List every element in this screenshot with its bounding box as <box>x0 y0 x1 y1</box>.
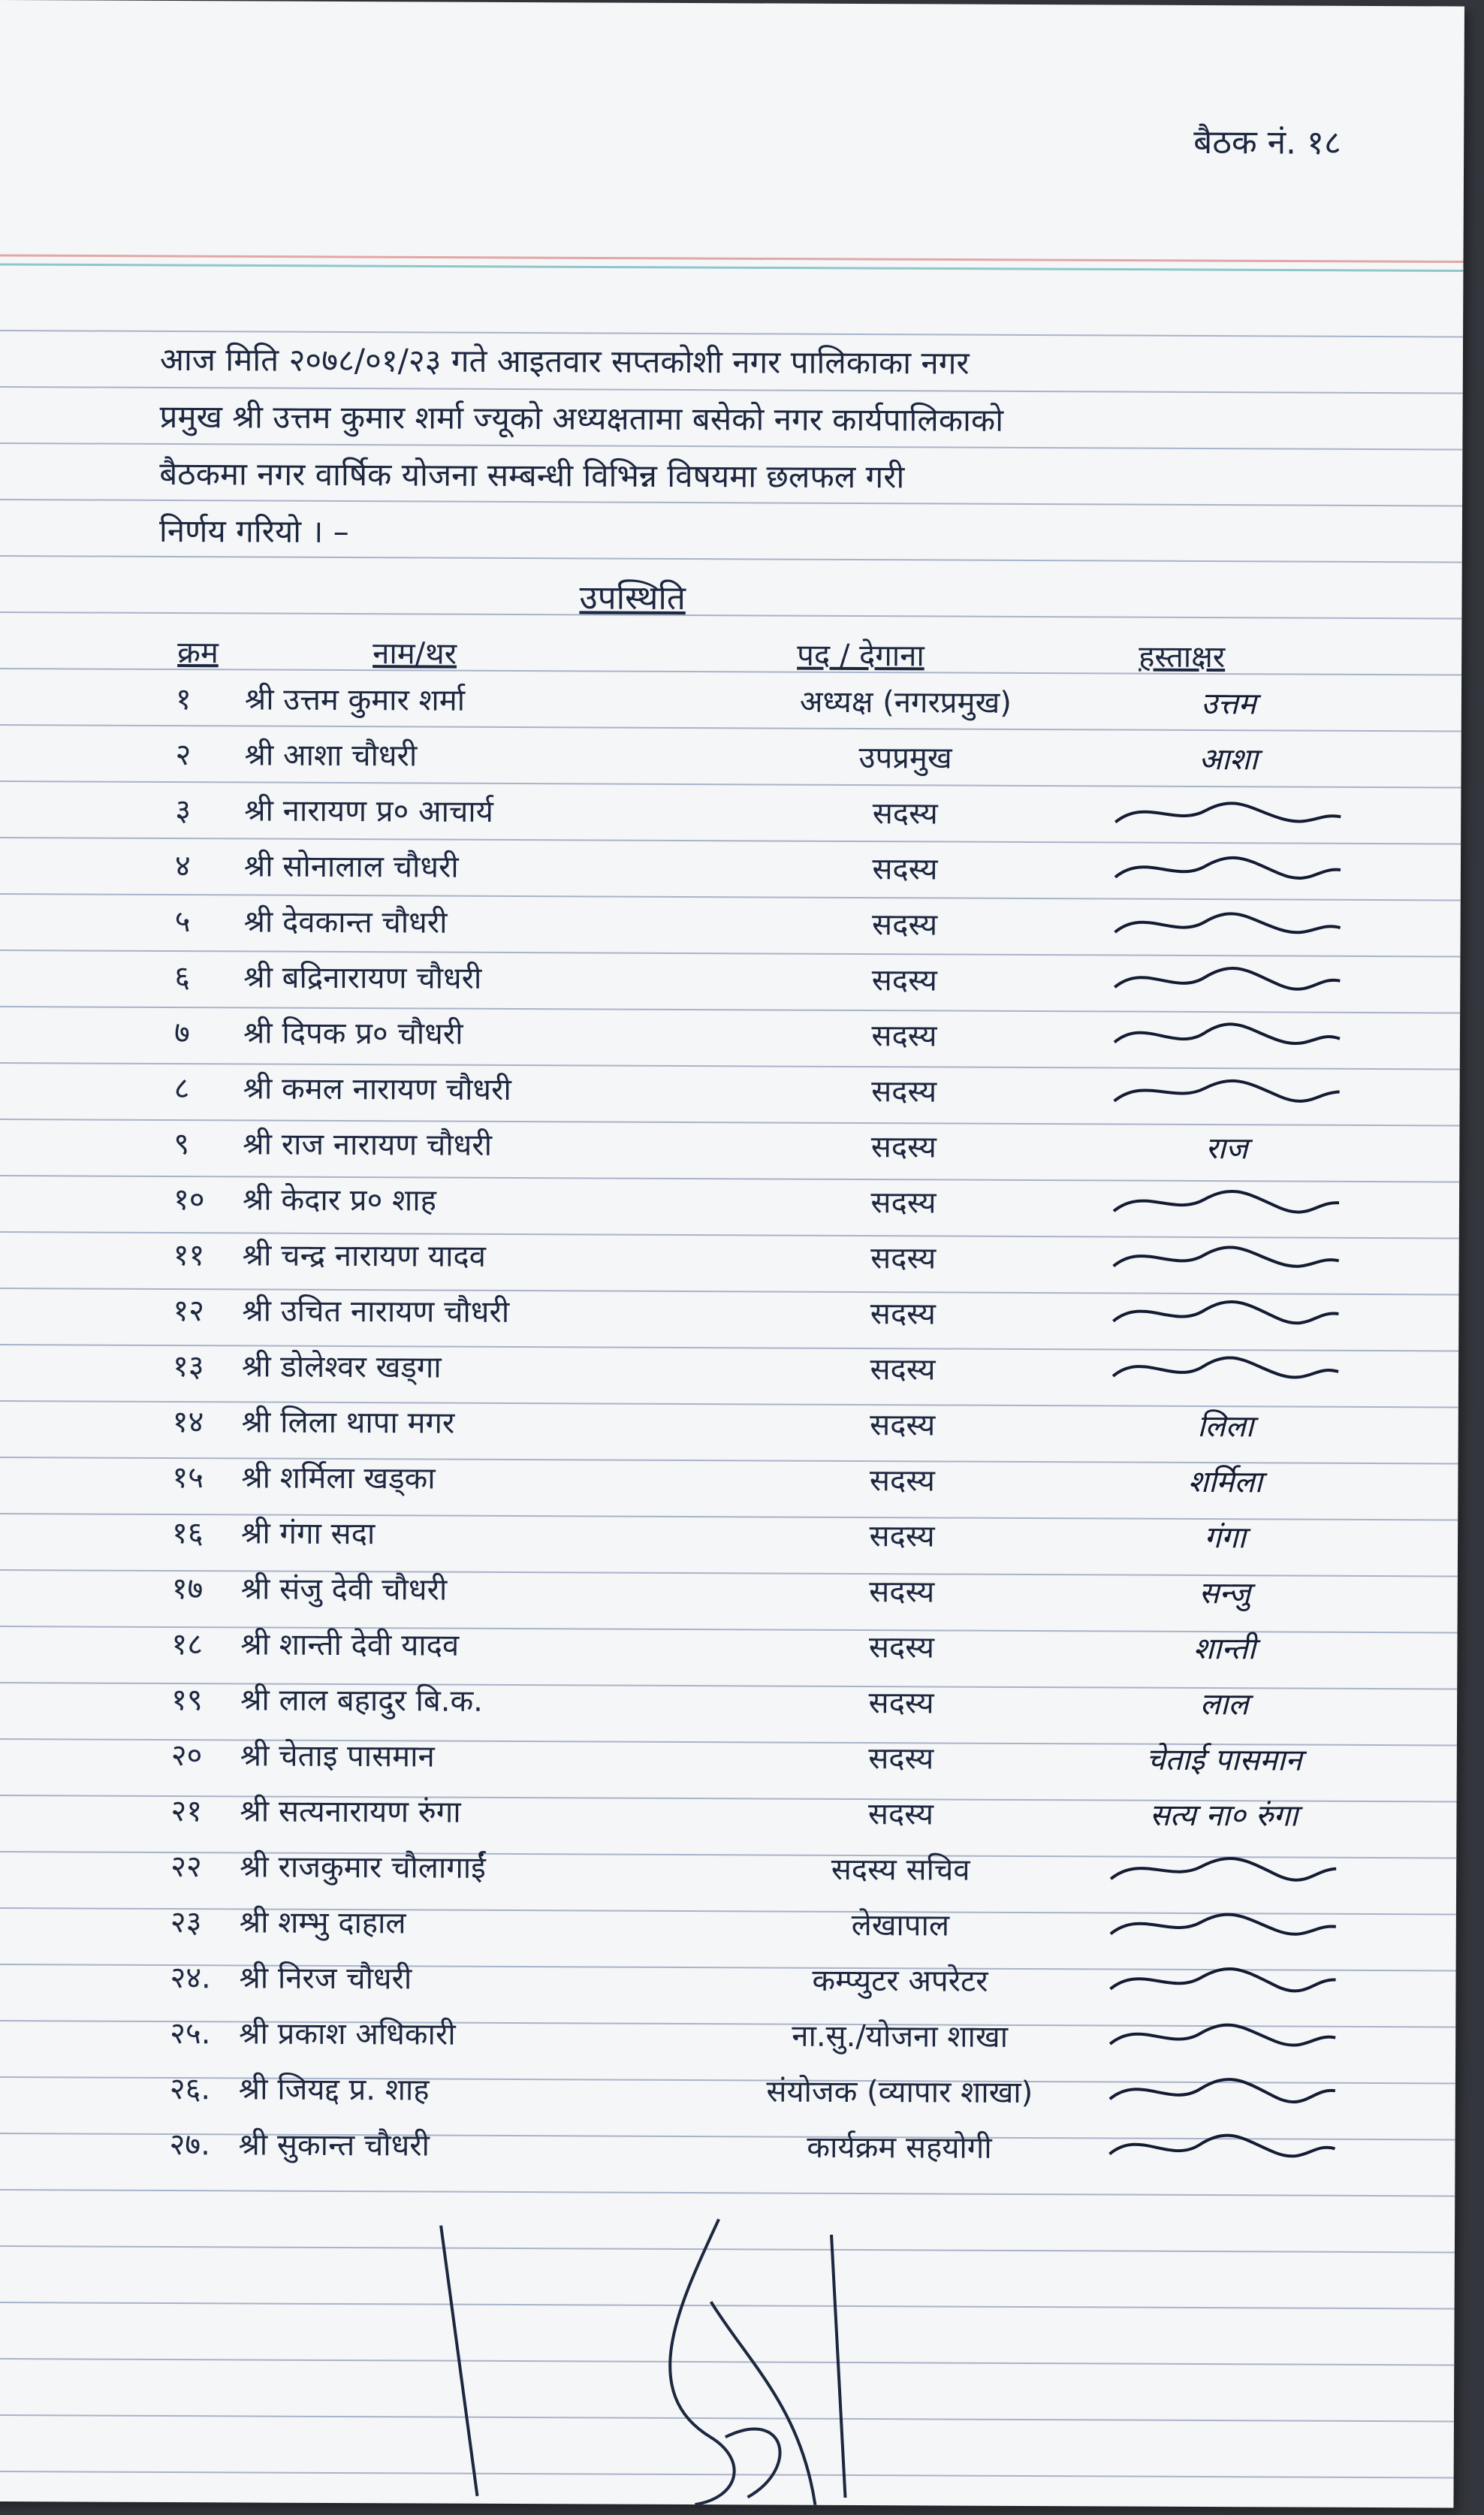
row-signature: लाल <box>1199 1686 1249 1722</box>
row-name: श्री चन्द्र नारायण यादव <box>242 1238 487 1274</box>
row-serial: ७ <box>173 1016 190 1051</box>
row-serial: ३ <box>175 793 192 829</box>
table-row <box>0 787 1461 850</box>
intro-line: बैठकमा नगर वार्षिक योजना सम्बन्धी विभिन्न विषयमा छलफल गरी <box>159 454 905 496</box>
signature-scribble <box>1098 1343 1353 1396</box>
row-serial: २४. <box>170 1961 211 1996</box>
row-name: श्री प्रकाश अधिकारी <box>239 2016 456 2052</box>
row-designation: सदस्य <box>871 1074 937 1110</box>
row-designation: सदस्य <box>870 1185 937 1221</box>
row-serial: ६ <box>174 960 191 995</box>
column-header-designation: पद / देगाना <box>797 638 924 674</box>
row-name: श्री चेताइ पासमान <box>240 1738 435 1774</box>
intro-paragraph <box>159 331 1429 565</box>
row-designation: उपप्रमुख <box>858 740 952 776</box>
row-designation: ना.सु./योजना शाखा <box>792 2018 1009 2055</box>
row-designation: सदस्य <box>868 1741 934 1777</box>
table-row <box>0 1732 1457 1795</box>
ruled-line <box>0 612 1461 619</box>
row-designation: सदस्य <box>870 1408 936 1443</box>
row-signature: उत्तम <box>1201 686 1256 722</box>
intro-line: निर्णय गरियो । – <box>158 512 349 551</box>
row-serial: १८ <box>171 1627 204 1662</box>
column-header-signature: हस्ताक्षर <box>1139 639 1226 675</box>
row-serial: १३ <box>172 1349 204 1384</box>
signature-scribble <box>1095 2010 1350 2064</box>
row-name: श्री बद्रिनारायण चौधरी <box>243 960 482 996</box>
signature-scribble <box>1095 2066 1350 2119</box>
row-serial: १५ <box>172 1460 204 1496</box>
row-name: श्री जियद्द प्र. शाह <box>238 2072 430 2108</box>
table-row <box>0 2121 1455 2184</box>
signature-scribble <box>1099 1232 1354 1285</box>
row-name: श्री शम्भु दाहाल <box>239 1905 406 1941</box>
row-serial: ९ <box>173 1127 190 1162</box>
row-serial: १९ <box>171 1683 203 1718</box>
row-designation: लेखापाल <box>851 1907 950 1943</box>
row-signature: शान्ती <box>1193 1631 1256 1667</box>
table-row <box>0 1176 1459 1239</box>
row-name: श्री उत्तम कुमार शर्मा <box>244 682 466 718</box>
table-row <box>0 1121 1459 1183</box>
row-designation: सदस्य <box>867 1797 934 1832</box>
row-designation: कार्यक्रम सहयोगी <box>807 2130 992 2166</box>
signature-scribble <box>1098 1288 1353 1341</box>
row-signature: चेताई पासमान <box>1145 1742 1302 1778</box>
table-row <box>0 2066 1455 2128</box>
row-name: श्री शान्ती देवी यादव <box>240 1627 460 1663</box>
row-designation: सदस्य <box>871 963 937 998</box>
table-row <box>0 1955 1456 2017</box>
row-serial: २ <box>175 738 192 773</box>
column-header-serial: क्रम <box>177 636 219 671</box>
row-name: श्री दिपक प्र० चौधरी <box>243 1016 463 1052</box>
row-signature: शर्मिला <box>1187 1464 1262 1500</box>
row-designation: सदस्य <box>872 796 938 832</box>
table-row <box>0 1677 1457 1739</box>
hand-drawn-mark <box>394 2210 997 2507</box>
row-serial: २२ <box>170 1849 202 1885</box>
table-row <box>0 1510 1458 1572</box>
signature-scribble <box>1099 1065 1355 1119</box>
table-row <box>0 843 1461 905</box>
table-row <box>0 1010 1460 1072</box>
row-serial: १० <box>173 1182 205 1218</box>
row-name: श्री सोनालाल चौधरी <box>243 849 459 885</box>
row-serial: १२ <box>173 1294 205 1329</box>
row-name: श्री निरज चौधरी <box>239 1961 412 1997</box>
header-margin-line <box>0 255 1463 262</box>
row-name: श्री आशा चौधरी <box>244 738 418 774</box>
row-serial: २१ <box>170 1794 203 1829</box>
row-designation: सदस्य <box>872 852 938 887</box>
row-designation: सदस्य <box>869 1519 935 1554</box>
row-designation: संयोजक (व्यापार शाखा) <box>766 2074 1033 2111</box>
row-designation: सदस्य <box>869 1463 936 1499</box>
row-designation: कम्प्युटर अपरेटर <box>812 1963 988 1999</box>
meeting-number: बैठक नं. १८ <box>1193 122 1341 162</box>
row-serial: ११ <box>173 1238 205 1273</box>
table-row <box>0 1065 1460 1128</box>
row-name: श्री शर्मिला खड्का <box>241 1460 436 1496</box>
table-row <box>0 1621 1458 1683</box>
intro-line: आज मिति २०७८/०१/२३ गते आइतवार सप्तकोशी नगर पालिकाका नगर <box>159 340 970 382</box>
row-designation: सदस्य <box>870 1352 936 1387</box>
row-serial: ८ <box>173 1071 190 1107</box>
row-signature: सत्य ना० रुंगा <box>1149 1798 1298 1834</box>
row-serial: ५ <box>174 904 191 940</box>
row-name: श्री डोलेश्वर खड्गा <box>241 1349 442 1385</box>
row-designation: सदस्य <box>872 907 938 943</box>
row-serial: १४ <box>172 1405 204 1440</box>
row-name: श्री गंगा सदा <box>240 1516 376 1552</box>
table-row <box>0 732 1461 794</box>
row-serial: १७ <box>171 1571 204 1607</box>
table-row <box>0 2010 1455 2073</box>
row-designation: अध्यक्ष (नगरप्रमुख) <box>799 684 1012 720</box>
row-name: श्री कमल नारायण चौधरी <box>243 1071 511 1107</box>
signature-scribble <box>1096 1899 1351 1952</box>
row-name: श्री राजकुमार चौलागाईं <box>240 1849 486 1885</box>
signature-scribble <box>1096 1843 1351 1897</box>
signature-scribble <box>1094 2121 1350 2175</box>
row-serial: २७. <box>169 2127 210 2163</box>
row-serial: २० <box>170 1738 203 1774</box>
row-serial: १ <box>175 682 192 717</box>
row-name: श्री नारायण प्र० आचार्य <box>244 793 494 829</box>
signature-scribble <box>1099 954 1355 1007</box>
ruled-line <box>0 2190 1455 2196</box>
attendance-heading: उपस्थिति <box>579 578 686 617</box>
row-name: श्री देवकान्त चौधरी <box>243 904 448 940</box>
signature-scribble <box>1095 1955 1350 2008</box>
row-designation: सदस्य सचिव <box>831 1852 970 1888</box>
row-name: श्री लाल बहादुर बि.क. <box>240 1683 484 1719</box>
row-name: श्री केदार प्र० शाह <box>242 1182 437 1218</box>
row-signature: सन्जु <box>1199 1575 1251 1611</box>
row-signature: राज <box>1205 1131 1248 1167</box>
table-row <box>0 1899 1456 1961</box>
row-signature: लिला <box>1197 1408 1254 1445</box>
row-signature: गंगा <box>1204 1520 1246 1556</box>
row-designation: सदस्य <box>868 1630 935 1665</box>
table-row <box>0 1454 1458 1517</box>
table-row <box>0 1788 1457 1850</box>
table-row <box>0 1288 1459 1350</box>
row-name: श्री लिला थापा मगर <box>241 1405 455 1441</box>
row-designation: सदस्य <box>870 1241 937 1276</box>
signature-scribble <box>1099 1176 1354 1230</box>
header-margin-line <box>0 264 1463 271</box>
table-row <box>0 1343 1458 1405</box>
row-serial: १६ <box>171 1516 204 1551</box>
row-name: श्री उचित नारायण चौधरी <box>242 1294 510 1330</box>
row-serial: ४ <box>174 849 191 884</box>
table-row <box>0 1565 1458 1628</box>
table-row <box>0 1232 1459 1294</box>
table-row <box>0 676 1461 738</box>
signature-scribble <box>1100 787 1356 841</box>
signature-scribble <box>1099 1010 1355 1063</box>
column-header-name: नाम/थर <box>373 636 457 672</box>
row-name: श्री सुकान्त चौधरी <box>238 2127 430 2163</box>
row-designation: सदस्य <box>870 1130 937 1165</box>
table-row <box>0 1843 1456 1906</box>
row-designation: सदस्य <box>868 1686 934 1721</box>
row-serial: २३ <box>170 1905 202 1940</box>
row-designation: सदस्य <box>870 1297 936 1332</box>
row-serial: २६. <box>169 2072 211 2107</box>
row-name: श्री सत्यनारायण रुंगा <box>240 1794 461 1830</box>
intro-line: प्रमुख श्री उत्तम कुमार शर्मा ज्यूको अध्यक्षतामा बसेको नगर कार्यपालिकाको <box>159 397 1004 439</box>
row-name: श्री राज नारायण चौधरी <box>243 1127 493 1163</box>
row-name: श्री संजु देवी चौधरी <box>240 1571 448 1608</box>
signature-scribble <box>1099 898 1355 952</box>
row-signature: आशा <box>1199 741 1258 777</box>
ruled-line <box>0 669 1461 675</box>
table-row <box>0 954 1460 1016</box>
table-row <box>0 1399 1458 1461</box>
table-row <box>0 898 1461 961</box>
row-designation: सदस्य <box>871 1019 937 1054</box>
row-designation: सदस्य <box>869 1575 935 1610</box>
signature-scribble <box>1100 843 1356 896</box>
row-serial: २५. <box>170 2016 211 2052</box>
